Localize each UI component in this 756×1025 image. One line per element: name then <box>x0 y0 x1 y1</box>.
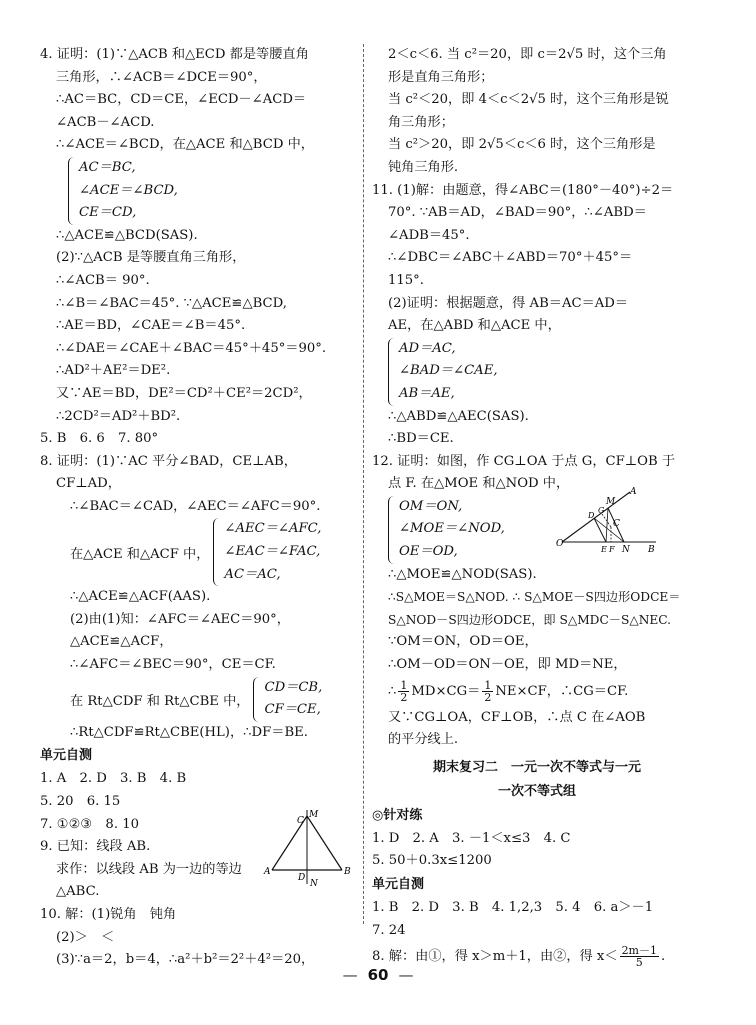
unit-answer-line: 7. ①②③ 8. 10 <box>40 816 139 832</box>
fraction-den: 2 <box>400 690 408 704</box>
unit-answer-line: 10. 解：(1)锐角 钝角 <box>40 906 177 922</box>
chapter-title: 一次不等式组 <box>497 783 576 799</box>
fraction-text-a: MD×CG＝ <box>411 683 481 699</box>
label-f: F <box>609 545 615 554</box>
practice-answer-line: 5. 50＋0.3x≤1200 <box>372 853 492 869</box>
q10-line: 形是直角三角形； <box>388 69 494 85</box>
q11-line: ∴∠DBC＝∠ABC＋∠ABD＝70°＋45°＝ <box>388 250 633 266</box>
segment-me <box>606 508 608 542</box>
q9-figure <box>262 808 352 890</box>
brace-line: ∠EAC＝∠FAC, <box>224 544 321 560</box>
fraction-2m-1-over-5 <box>620 945 659 968</box>
brace-line: AB＝AE, <box>399 385 455 401</box>
label-n: N <box>310 879 318 889</box>
unit-answer-line: 9. 已知：线段 AB. <box>40 839 151 855</box>
q8-line: ∴∠BAC＝∠CAD，∠AEC＝∠AFC＝90°. <box>70 498 321 514</box>
q4-line: ∠ACB－∠ACD. <box>56 114 155 130</box>
unit2-answer-line: 1. B 2. D 3. B 4. 1,2,3 5. 4 6. a＞－1 <box>372 900 654 915</box>
page-number: — 60 — <box>342 966 414 984</box>
q12-line: 12. 证明：如图，作 CG⊥OA 于点 G，CF⊥OB 于 <box>372 453 676 469</box>
brace-line: CF＝CE, <box>264 702 321 718</box>
ray-oa <box>562 492 630 542</box>
q8-line: ∴∠AFC＝∠BEC＝90°，CE＝CF. <box>70 657 276 673</box>
q5-7-answers: 5. B 6. 6 7. 80° <box>40 431 159 447</box>
q4-line: ∴2CD²＝AD²＋BD². <box>56 408 181 424</box>
q4-line: 三角形，∴∠ACB＝∠DCE＝90°， <box>56 69 267 85</box>
q8-brace-2 <box>253 677 322 722</box>
q4-line: ∴∠DAE＝∠CAE＋∠BAC＝45°＋45°＝90°. <box>56 340 327 356</box>
column-divider <box>363 44 364 924</box>
q4-line: ∴∠B＝∠BAC＝45°. ∵△ACE≌△BCD, <box>56 295 287 311</box>
unit-test-heading: 单元自测 <box>40 748 93 764</box>
label-c: C <box>297 816 304 826</box>
brace-line: AC＝AC, <box>224 566 281 582</box>
label-b: B <box>344 867 351 877</box>
unit-answer-line: 求作：以线段 AB 为一边的等边 <box>56 861 242 877</box>
q11-line: AE，在△ABD 和△ACE 中， <box>388 318 561 334</box>
brace-line: CD＝CB, <box>264 679 323 695</box>
label-a: A <box>630 487 637 497</box>
q8-line: △ACE≌△ACF， <box>70 634 173 650</box>
label-m: M <box>309 810 319 820</box>
unit-answer-line: 1. A 2. D 3. B 4. B <box>40 771 187 787</box>
brace-line: ∠AEC＝∠AFC, <box>224 521 322 537</box>
q12-fraction-line: ∴ $\frac{1}{2}$ MD×CG＝ $\frac{1}{2}$ NE×CF，∴CG＝CF. <box>388 678 629 704</box>
q11-brace <box>388 338 702 406</box>
q12-line: ∴S△MOE＝S△NOD. ∴ S△MOE－S四边形ODCE＝ <box>388 590 681 605</box>
q8-final-text: 8. 解：由①，得 x＞m＋1，由②，得 x＜ <box>372 949 618 965</box>
q8-brace <box>213 518 321 586</box>
q8-final-end: . <box>661 949 666 965</box>
q11-line: 70°. ∵AB＝AD，∠BAD＝90°，∴∠ABD＝ <box>388 205 647 221</box>
q4-line: (2)∵△ACB 是等腰直角三角形， <box>56 250 246 266</box>
q12-line: ∵OM＝ON，OD＝OE， <box>388 634 538 650</box>
chapter-title: 期末复习二 一元一次不等式与一元 <box>432 759 641 775</box>
label-c: C <box>613 519 620 529</box>
q11-line: ∴BD＝CE. <box>388 431 454 447</box>
q12-line: ∴OM－OD＝ON－OE，即 MD＝NE， <box>388 657 627 673</box>
brace-line: OM＝ON, <box>399 498 463 514</box>
fraction-text-b: NE×CF，∴CG＝CF. <box>495 683 629 699</box>
q8-brace-prefix-2: 在 Rt△CDF 和 Rt△CBE 中， <box>70 693 250 709</box>
q12-figure <box>556 484 661 554</box>
q12-line: 的平分线上. <box>388 732 459 748</box>
label-o: O <box>556 539 564 549</box>
q8-brace-row-2 <box>40 677 358 722</box>
practice-heading: ◎针对练 <box>372 807 423 823</box>
label-e: E <box>601 545 607 554</box>
unit-answer-line: △ABC. <box>56 884 100 900</box>
q8-line: 8. 证明：(1)∵AC 平分∠BAD，CE⊥AB， <box>40 453 297 469</box>
unit-answer-line: (2)＞ ＜ <box>56 929 115 945</box>
unit-answer-line: (3)∵a＝2，b＝4，∴a²＋b²＝2²＋4²＝20， <box>56 952 315 968</box>
brace-line: ∠ACE＝∠BCD, <box>79 182 178 198</box>
q4-line: ∴∠ACE＝∠BCD，在△ACE 和△BCD 中， <box>56 137 314 153</box>
q8-line: CF⊥AD， <box>56 476 121 492</box>
unit-answer-line: 5. 20 6. 15 <box>40 794 121 809</box>
brace-line: ∠MOE＝∠NOD, <box>399 521 505 537</box>
page-number-value: 60 <box>367 966 389 984</box>
q10-line: 钝角三角形. <box>388 159 459 175</box>
q11-line: 115°. <box>388 272 424 288</box>
fraction-half <box>398 680 409 703</box>
brace-line: AC＝BC, <box>79 159 136 175</box>
q8-brace-prefix: 在△ACE 和△ACF 中， <box>70 546 210 562</box>
brace-line: ∠BAD＝∠CAE, <box>399 363 498 379</box>
q12-line: 点 F. 在△MOE 和△NOD 中， <box>388 476 570 492</box>
label-n: N <box>622 545 630 554</box>
q8-line: ∴Rt△CDF≌Rt△CBE(HL)，∴DF＝BE. <box>70 724 308 740</box>
q10-line: 角三角形； <box>388 114 454 130</box>
q12-line: 又∵CG⊥OA，CF⊥OB，∴点 C 在∠AOB <box>388 709 646 725</box>
fraction-num: 2m－1 <box>621 944 657 958</box>
label-a: A <box>264 867 271 877</box>
q11-line: ∴△ABD≌△AEC(SAS). <box>388 408 529 424</box>
fraction-num: 1 <box>400 678 408 692</box>
q8-line: ∴△ACE≌△ACF(AAS). <box>70 589 211 605</box>
label-b: B <box>648 545 655 554</box>
fraction-den: 5 <box>635 956 643 970</box>
brace-line: OE＝OD, <box>399 544 458 560</box>
q8-line: (2)由(1)知：∠AFC＝∠AEC＝90°， <box>70 611 290 627</box>
q10-line: 当 c²＞20，即 2√5＜c＜6 时，这个三角形是 <box>388 137 656 153</box>
unit2-answer-line: 7. 24 <box>372 922 406 938</box>
label-g: G <box>598 506 605 515</box>
q11-line: ∠ADB＝45°. <box>388 227 470 243</box>
brace-line: AD＝AC, <box>399 340 456 356</box>
q10-line: 当 c²＜20，即 4＜c＜2√5 时，这个三角形是锐 <box>388 92 669 108</box>
q4-line: ∴AD²＋AE²＝DE². <box>56 363 171 379</box>
q4-line: 又∵AE＝BD，DE²＝CD²＋CE²＝2CD²， <box>56 385 312 401</box>
label-m: M <box>606 497 616 507</box>
label-d: D <box>298 873 306 883</box>
q4-line: ∴AC＝BC，CD＝CE，∠ECD－∠ACD＝ <box>56 92 307 108</box>
q11-line: 11. (1)解：由题意，得∠ABC＝(180°－40°)÷2＝ <box>372 182 674 198</box>
fraction-num: 1 <box>484 678 492 692</box>
q4-line: ∴AE＝BD，∠CAE＝∠B＝45°. <box>56 318 246 334</box>
q4-brace <box>68 157 358 225</box>
q12-line: ∴△MOE≌△NOD(SAS). <box>388 566 537 582</box>
q8-brace-row <box>40 518 358 586</box>
unit-test-heading-2: 单元自测 <box>372 877 425 892</box>
q12-line: S△NOD－S四边形ODCE，即 S△MDC－S△NEC. <box>388 612 672 627</box>
segment-bc <box>307 816 342 870</box>
segment-de <box>594 518 606 542</box>
practice-answer-line: 1. D 2. A 3. －1＜x≤3 4. C <box>372 830 571 846</box>
brace-line: CE＝CD, <box>79 205 137 221</box>
q4-line: ∴△ACE≌△BCD(SAS). <box>56 227 198 243</box>
q11-line: (2)证明：根据题意，得 AB＝AC＝AD＝ <box>388 295 629 311</box>
q4-line: 4. 证明：(1)∵△ACB 和△ECD 都是等腰直角 <box>40 47 309 62</box>
q4-line: ∴∠ACB＝ 90°. <box>56 272 150 288</box>
fraction-half <box>482 680 493 703</box>
label-d: D <box>588 511 595 520</box>
q10-line: 2＜c＜6. 当 c²＝20，即 c＝2√5 时，这个三角 <box>388 47 667 62</box>
fraction-den: 2 <box>484 690 492 704</box>
